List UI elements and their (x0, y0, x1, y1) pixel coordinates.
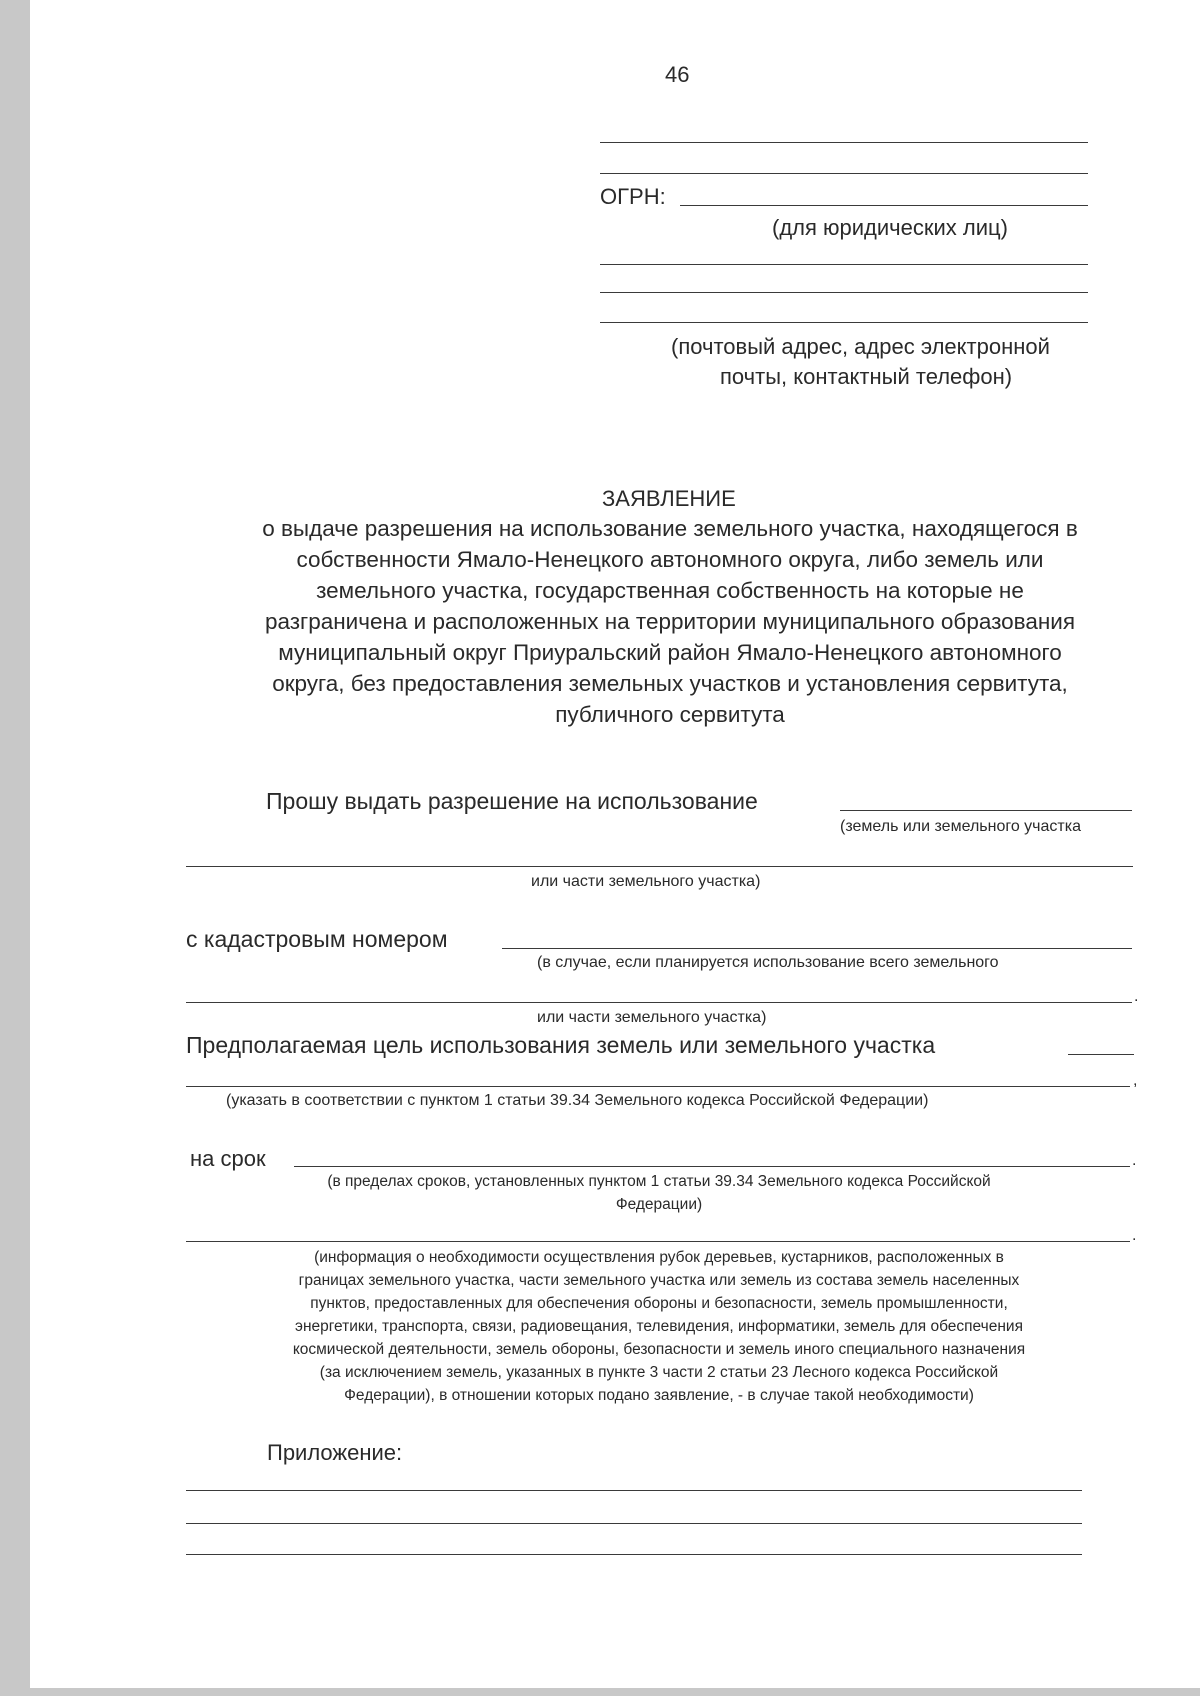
subject-line: земельного участка, государственная собственность на которые не (316, 578, 1024, 603)
attachment-line-2[interactable] (186, 1523, 1082, 1524)
info-caption-line: Федерации), в отношении которых подано заявление, - в случае такой необходимости) (344, 1387, 974, 1404)
term-label: на срок (190, 1146, 266, 1171)
subject-line: собственности Ямало-Ненецкого автономного округа, либо земель или (296, 547, 1044, 572)
applicant-line-2 (600, 173, 1088, 174)
document-page (30, 0, 1200, 1688)
subject-line: публичного сервитута (555, 702, 785, 727)
info-caption-line: (за исключением земель, указанных в пункте 3 части 2 статьи 23 Лесного кодекса Российской (319, 1364, 999, 1381)
cadastral-field[interactable] (502, 948, 1132, 949)
document-heading: ЗАЯВЛЕНИЕ (602, 486, 736, 511)
attachment-label: Приложение: (267, 1440, 403, 1465)
document-subject (190, 513, 1150, 730)
attachment-line-3[interactable] (186, 1554, 1082, 1555)
info-caption-line: (информация о необходимости осуществления рубок деревьев, кустарников, расположенных в (314, 1249, 1004, 1266)
page-number: 46 (665, 62, 690, 87)
purpose-field-continued[interactable] (186, 1086, 1130, 1087)
address-caption-line-2: почты, контактный телефон) (720, 364, 1013, 389)
subject-line: муниципальный округ Приуральский район Ямало-Ненецкого автономного (278, 640, 1062, 665)
line-end-dot: . (1132, 1152, 1137, 1169)
info-caption (180, 1246, 1138, 1407)
applicant-line-1 (600, 142, 1088, 143)
request-caption-2: или части земельного участка) (531, 873, 761, 890)
ogrn-label: ОГРН: (600, 184, 666, 209)
line-end-dot: . (1132, 1227, 1137, 1244)
info-caption-line: пунктов, предоставленных для обеспечения обороны и безопасности, земель промышленности, (310, 1295, 1008, 1312)
cadastral-field-continued[interactable] (186, 1002, 1132, 1003)
address-caption-line-1: (почтовый адрес, адрес электронной (671, 334, 1050, 359)
line-end-comma: , (1133, 1072, 1138, 1089)
ogrn-caption: (для юридических лиц) (772, 215, 1008, 240)
request-label: Прошу выдать разрешение на использование (266, 788, 758, 814)
info-caption-line: космической деятельности, земель обороны, безопасности и земель иного специального назначения (292, 1341, 1026, 1358)
info-field[interactable] (186, 1241, 1130, 1242)
ogrn-field[interactable] (680, 205, 1088, 206)
info-caption-line: энергетики, транспорта, связи, радиовещания, телевидения, информатики, земель для обеспечения (295, 1318, 1023, 1335)
address-line-1[interactable] (600, 264, 1088, 265)
term-caption (186, 1170, 1132, 1216)
cadastral-caption-2: или части земельного участка) (537, 1009, 767, 1026)
request-field-continued[interactable] (186, 866, 1133, 867)
cadastral-label: с кадастровым номером (186, 926, 448, 952)
purpose-field[interactable] (1068, 1054, 1134, 1055)
term-field[interactable] (294, 1166, 1130, 1167)
subject-line: округа, без предоставления земельных участков и установления сервитута, (272, 671, 1068, 696)
address-line-3[interactable] (600, 322, 1088, 323)
term-caption-line-2: Федерации) (615, 1196, 703, 1213)
info-caption-line: границах земельного участка, части земельного участка или земель из состава земель населенных (298, 1272, 1020, 1289)
attachment-line-1[interactable] (186, 1490, 1082, 1491)
request-caption-1: (земель или земельного участка (840, 818, 1081, 835)
subject-line: о выдаче разрешения на использование земельного участка, находящегося в (262, 516, 1078, 541)
request-field[interactable] (840, 810, 1132, 811)
address-line-2[interactable] (600, 292, 1088, 293)
subject-line: разграничена и расположенных на территории муниципального образования (264, 609, 1076, 634)
purpose-caption: (указать в соответствии с пунктом 1 статьи 39.34 Земельного кодекса Российской Федерации) (226, 1092, 929, 1109)
purpose-label: Предполагаемая цель использования земель или земельного участка (186, 1032, 936, 1058)
term-caption-line-1: (в пределах сроков, установленных пунктом 1 статьи 39.34 Земельного кодекса Российской (327, 1173, 991, 1190)
cadastral-caption-1: (в случае, если планируется использование всего земельного (537, 954, 999, 971)
line-end-dot: . (1134, 988, 1139, 1005)
